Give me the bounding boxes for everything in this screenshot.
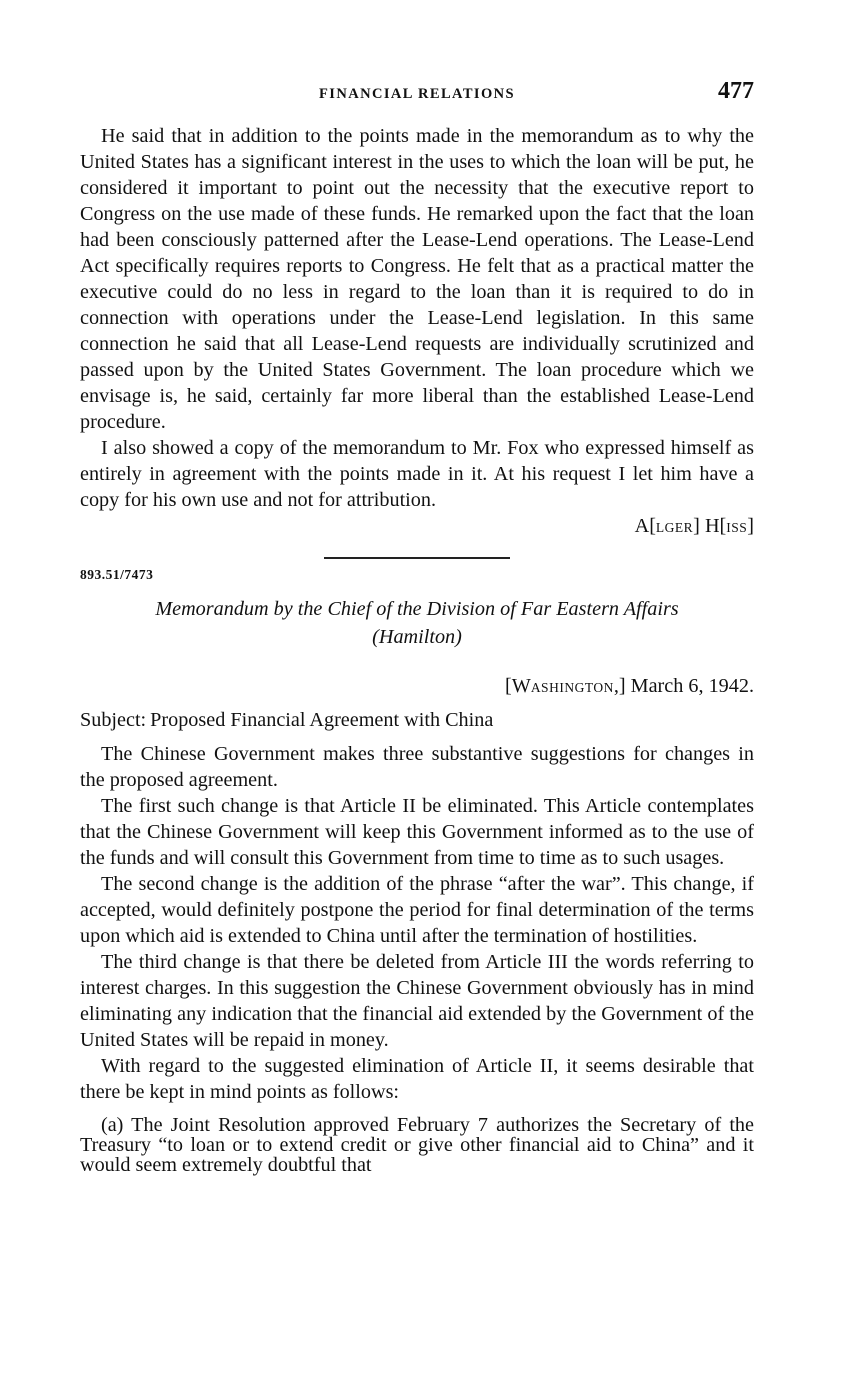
- paragraph: The Chinese Government makes three substantive suggestions for changes in the proposed agreement.: [80, 743, 754, 791]
- signature-part: ] H[: [693, 515, 727, 537]
- running-header: [80, 78, 754, 110]
- memorandum-title: [80, 595, 754, 651]
- signature-small-caps: ISS: [726, 520, 748, 535]
- page-number: 477: [718, 78, 754, 104]
- paragraph: The first such change is that Article II be eliminated. This Article contemplates that the Chinese Government will keep this Government informed as to the use of the funds and will consult this Government from time to time as to such usages.: [80, 795, 754, 869]
- point-a-block: [80, 1115, 754, 1175]
- dateline-city: ASHINGTON: [530, 680, 614, 695]
- paragraph: I also showed a copy of the memorandum to Mr. Fox who expressed himself as entirely in agreement with the points made in it. At his request I let him have a copy for his own use and not for attribution.: [80, 437, 754, 511]
- running-title: FINANCIAL RELATIONS: [319, 86, 515, 102]
- subject-line: [80, 707, 754, 733]
- section-divider: [324, 557, 510, 559]
- paragraph: The third change is that there be deleted from Article III the words referring to interest charges. In this suggestion the Chinese Government obviously has in mind eliminating any indication that the financial aid extended by the Government of the United States will be repaid in money.: [80, 951, 754, 1051]
- first-section: [80, 123, 754, 541]
- memorandum-body: [80, 741, 754, 1105]
- subject-text: Proposed Financial Agreement with China: [150, 709, 494, 731]
- dateline-date: ,] March 6, 1942.: [613, 675, 754, 697]
- dateline: [80, 673, 754, 701]
- file-number: 893.51/7473: [80, 567, 154, 582]
- paragraph: The second change is the addition of the phrase “after the war”. This change, if accepted, would definitely postpone the period for final determination of the terms upon which aid is extended to China until after the termination of hostilities.: [80, 873, 754, 947]
- dateline-open: [W: [505, 675, 531, 697]
- signature-small-caps: LGER: [655, 520, 694, 535]
- subject-label: Subject:: [80, 709, 147, 731]
- signature-part: A[: [634, 515, 656, 537]
- signature-part: ]: [747, 515, 754, 537]
- paragraph: He said that in addition to the points made in the memorandum as to why the United States has a significant interest in the uses to which the loan will be put, he considered it important to point out the necessity that the executive report to Congress on the use made of these funds. He remarked upon the fact that the loan had been consciously patterned after the Lease-Lend operations. The Lease-Lend Act specifically requires reports to Congress. He felt that as a practical matter the executive could do no less in regard to the loan than it is required to do in connection with operations under the Lease-Lend legislation. In this same connection he said that all Lease-Lend requests are individually scrutinized and passed upon by the United States Government. The loan procedure which we envisage is, he said, certainly far more liberal than the established Lease-Lend procedure.: [80, 125, 754, 433]
- point-a: (a) The Joint Resolution approved February 7 authorizes the Secretary of the Treasury “to loan or to extend credit or give other financial aid to China” and it would seem extremely doubtful that: [80, 1114, 754, 1176]
- paragraph: With regard to the suggested elimination of Article II, it seems desirable that there be kept in mind points as follows:: [80, 1055, 754, 1103]
- signature: [80, 513, 754, 541]
- title-line: Memorandum by the Chief of the Division of Far Eastern Affairs: [155, 598, 679, 620]
- title-line: (Hamilton): [372, 626, 462, 648]
- document-page: [80, 78, 754, 1176]
